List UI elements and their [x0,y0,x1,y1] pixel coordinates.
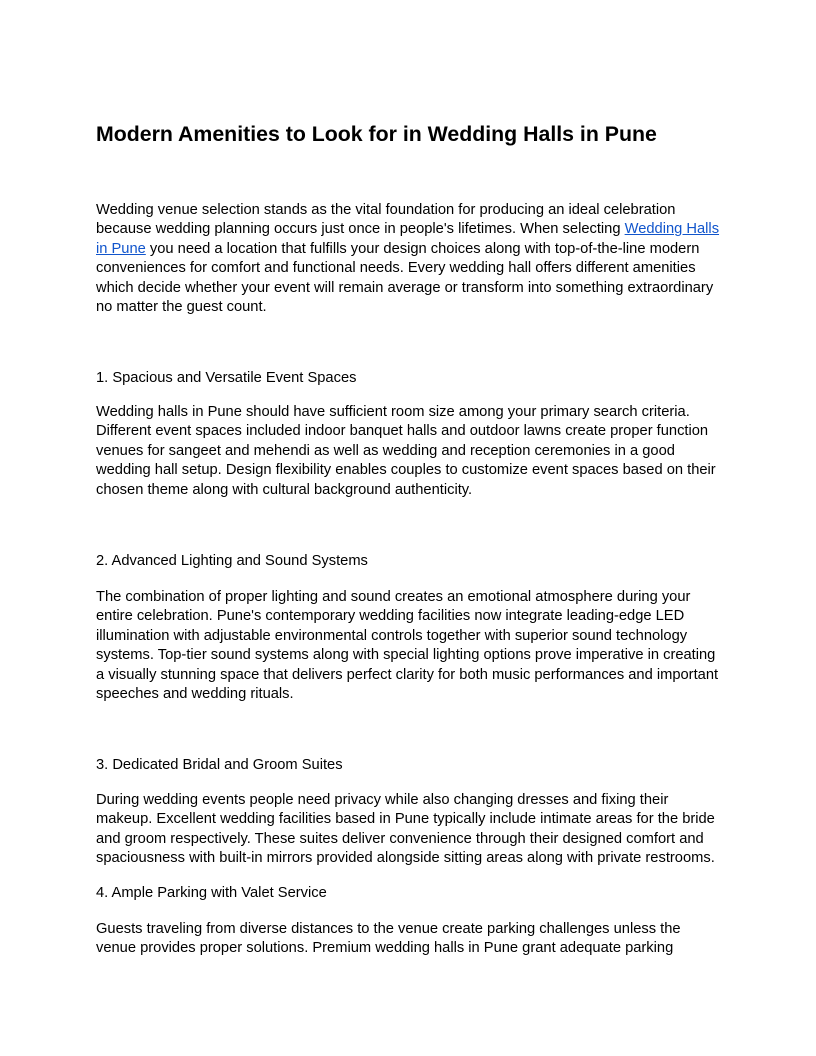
section-body-lighting-sound: The combination of proper lighting and sound creates an emotional atmosphere during your entire celebration. Pune's contemporary wedding facilities now integrate leading-edge LED illumination with adjustable environmental controls together with superior sound technology systems. Top-tier sound systems along with special lighting options prove imperative in creating a visually stunning space that delivers perfect clarity for both music performances and important speeches and wedding rituals. [96,589,719,703]
section-body-parking-valet: Guests traveling from diverse distances to the venue create parking challenges unless the venue provides proper solutions. Premium wedding halls in Pune grant adequate parking [96,921,681,957]
intro-text-after-link: you need a location that fulfills your design choices along with top-of-the-line modern conveniences for comfort and functional needs. Every wedding hall offers different amenities which decide whether your event will remain average or transform into something extraordinary no matter the guest count. [96,240,714,316]
section-body-bridal-groom-suites: During wedding events people need privacy while also changing dresses and fixing their makeup. Excellent wedding facilities based in Pune typically include intimate areas for the bride and groom respectively. These suites deliver convenience through their designed comfort and spaciousness with built-in mirrors provided alongside sitting areas along with private restrooms. [96,792,715,867]
section-heading-parking-valet: 4. Ample Parking with Valet Service [96,885,327,901]
wedding-halls-link[interactable]: Wedding Halls in Pune [96,221,720,257]
section-heading-lighting-sound: 2. Advanced Lighting and Sound Systems [96,553,368,569]
intro-text-before-link: Wedding venue selection stands as the vital foundation for producing an ideal celebration because wedding planning occurs just once in people's lifetimes. When selecting [96,202,676,238]
section-heading-spacious-event-spaces: 1. Spacious and Versatile Event Spaces [96,370,357,386]
intro-paragraph [96,201,722,317]
section-heading-bridal-groom-suites: 3. Dedicated Bridal and Groom Suites [96,757,343,773]
section-body-spacious-event-spaces: Wedding halls in Pune should have sufficient room size among your primary search criteria. Different event spaces included indoor banquet halls and outdoor lawns create proper function venues for sangeet and mehendi as well as wedding and reception ceremonies in a good wedding hall setup. Design flexibility enables couples to customize event spaces based on their chosen theme along with cultural background authenticity. [96,404,716,498]
page-title: Modern Amenities to Look for in Wedding Halls in Pune [96,122,657,146]
